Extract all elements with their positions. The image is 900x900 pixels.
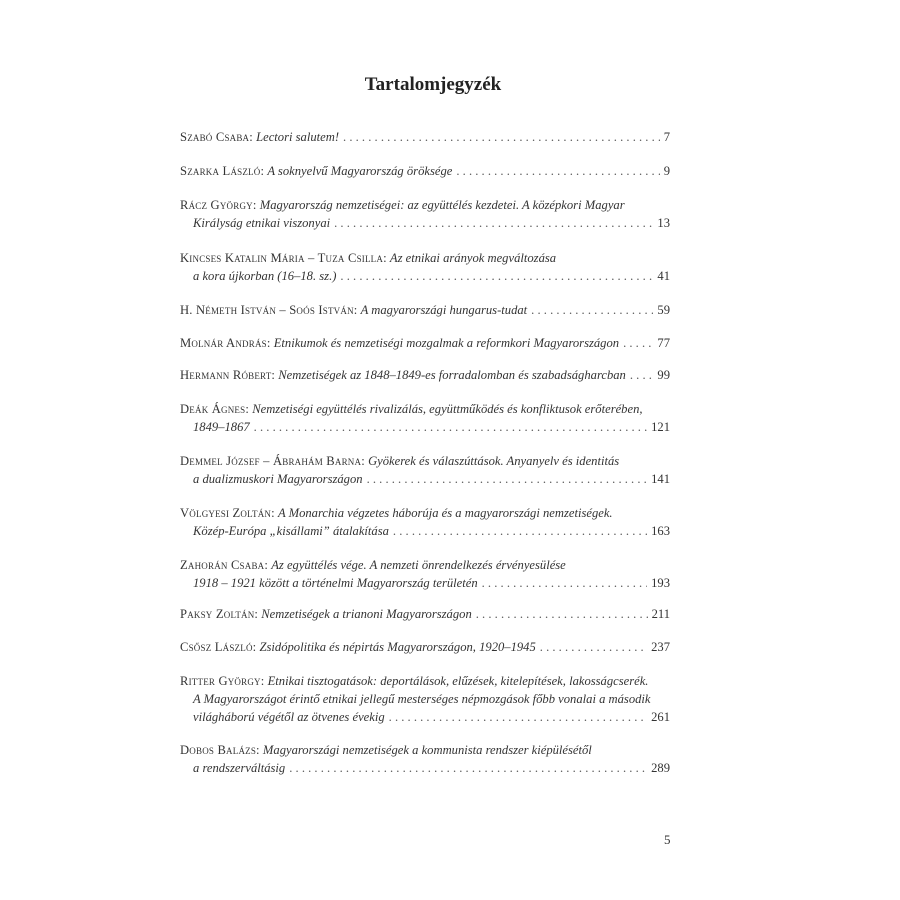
page-number: 5: [664, 832, 671, 847]
toc-entry: [180, 128, 670, 146]
toc-line: [180, 452, 670, 470]
toc-entry: [180, 301, 670, 319]
dot-leader: [476, 605, 648, 623]
dot-leader: [340, 267, 653, 285]
toc-line: [180, 708, 670, 726]
toc-author: Völgyesi Zoltán:: [180, 506, 275, 520]
toc-line: [180, 400, 670, 418]
toc-line: [180, 301, 670, 319]
toc-author: Szarka László:: [180, 164, 265, 178]
toc-title: Lectori salutem!: [256, 130, 340, 144]
toc-line: [180, 556, 670, 574]
toc-line: [180, 690, 670, 708]
page-title: Tartalomjegyzék: [364, 74, 502, 95]
toc-line: [180, 638, 670, 656]
toc-entry: [180, 249, 670, 285]
toc-title-continued: Királyság etnikai viszonyai: [193, 216, 331, 230]
toc-title: Nemzetiségek a trianoni Magyarországon: [261, 607, 472, 621]
toc-author: Molnár András:: [180, 336, 271, 350]
toc-title: Zsidópolitika és népirtás Magyarországon, 1920–1945: [259, 640, 536, 654]
toc-title-continued: A Magyarországot érintő etnikai jellegű mesterséges népmozgások főbb vonalai a második: [193, 692, 651, 706]
toc-author: Zahorán Csaba:: [180, 558, 269, 572]
dot-leader: [289, 759, 647, 777]
toc-title: A magyarországi hungarus-tudat: [360, 303, 528, 317]
toc-page-number: 193: [651, 576, 670, 590]
toc-entry: [180, 605, 670, 623]
toc-title: Nemzetiségi együttélés rivalizálás, együttműködés és konfliktusok erőterében,: [252, 402, 643, 416]
toc-author: Deák Ágnes:: [180, 402, 250, 416]
toc-line: [180, 128, 670, 146]
toc-entry: [180, 504, 670, 540]
dot-leader: [531, 301, 653, 319]
toc-author: Szabó Csaba:: [180, 130, 253, 144]
toc-page-number: 261: [651, 710, 670, 724]
dot-leader: [540, 638, 647, 656]
toc-line: [180, 249, 670, 267]
toc-title: Etnikai tisztogatások: deportálások, elűzések, kitelepítések, lakosságcserék.: [267, 674, 649, 688]
toc-line: [180, 759, 670, 777]
toc-page-number: 289: [651, 761, 670, 775]
dot-leader: [254, 418, 647, 436]
toc-line: [180, 418, 670, 436]
toc-page-number: 77: [657, 336, 670, 350]
toc-title-continued: 1918 – 1921 között a történelmi Magyarország területén: [193, 576, 478, 590]
toc-title: Az együttélés vége. A nemzeti önrendelkezés érvényesülése: [271, 558, 566, 572]
toc-line: [180, 672, 670, 690]
toc-title: Etnikumok és nemzetiségi mozgalmak a reformkori Magyarországon: [273, 336, 620, 350]
toc-page-number: 99: [657, 368, 670, 382]
toc-title-continued: a dualizmuskori Magyarországon: [193, 472, 363, 486]
dot-leader: [367, 470, 648, 488]
toc-page-number: 163: [651, 524, 670, 538]
toc-line: [180, 196, 670, 214]
toc-title-continued: Közép-Európa „kisállami” átalakítása: [193, 524, 389, 538]
dot-leader: [393, 522, 647, 540]
toc-title-continued: 1849–1867: [193, 420, 250, 434]
toc-author: Ritter György:: [180, 674, 265, 688]
toc-entry: [180, 672, 670, 726]
dot-leader: [343, 128, 660, 146]
toc-title: Magyarországi nemzetiségek a kommunista rendszer kiépülésétől: [262, 743, 592, 757]
toc-page-number: 237: [651, 640, 670, 654]
dot-leader: [334, 214, 653, 232]
toc-line: [180, 214, 670, 232]
dot-leader: [389, 708, 647, 726]
toc-page-number: 59: [657, 303, 670, 317]
toc-entry: [180, 162, 670, 180]
toc-entry: [180, 638, 670, 656]
toc-title: Nemzetiségek az 1848–1849-es forradalomban és szabadságharcban: [278, 368, 626, 382]
toc-entry: [180, 452, 670, 488]
toc-page-number: 141: [651, 472, 670, 486]
toc-entry: [180, 334, 670, 352]
toc-line: [180, 504, 670, 522]
toc-page-number: 9: [663, 164, 670, 178]
toc-title: Az etnikai arányok megváltozása: [389, 251, 557, 265]
toc-line: [180, 366, 670, 384]
toc-author: Csősz László:: [180, 640, 257, 654]
toc-author: H. Németh István – Soós István:: [180, 303, 358, 317]
toc-entry: [180, 741, 670, 777]
toc-author: Dobos Balázs:: [180, 743, 260, 757]
toc-author: Hermann Róbert:: [180, 368, 276, 382]
dot-leader: [456, 162, 659, 180]
toc-line: [180, 267, 670, 285]
toc-line: [180, 470, 670, 488]
toc-page-number: 13: [657, 216, 670, 230]
toc-line: [180, 741, 670, 759]
dot-leader: [623, 334, 653, 352]
toc-title-continued: a rendszerváltásig: [193, 761, 286, 775]
toc-title: A soknyelvű Magyarország öröksége: [267, 164, 453, 178]
toc-line: [180, 162, 670, 180]
toc-author: Rácz György:: [180, 198, 257, 212]
toc-line: [180, 522, 670, 540]
toc-page-number: 211: [651, 607, 670, 621]
toc-page-number: 7: [663, 130, 670, 144]
toc-page-number: 41: [657, 269, 670, 283]
dot-leader: [482, 574, 647, 592]
toc-entry: [180, 366, 670, 384]
toc-entry: [180, 556, 670, 592]
toc-author: Demmel József – Ábrahám Barna:: [180, 454, 365, 468]
toc-title: A Monarchia végzetes háborúja és a magyarországi nemzetiségek.: [277, 506, 613, 520]
toc-title: Gyökerek és válaszúttások. Anyanyelv és identitás: [368, 454, 620, 468]
toc-entry: [180, 196, 670, 232]
toc-author: Paksy Zoltán:: [180, 607, 259, 621]
toc-line: [180, 605, 670, 623]
dot-leader: [630, 366, 654, 384]
toc-page-number: 121: [651, 420, 670, 434]
toc-title-continued: a kora újkorban (16–18. sz.): [193, 269, 337, 283]
toc-author: Kincses Katalin Mária – Tuza Csilla:: [180, 251, 387, 265]
toc-title-continued: világháború végétől az ötvenes évekig: [193, 710, 385, 724]
toc-line: [180, 334, 670, 352]
toc-line: [180, 574, 670, 592]
toc-title: Magyarország nemzetiségei: az együttélés kezdetei. A középkori Magyar: [259, 198, 625, 212]
toc-entry: [180, 400, 670, 436]
